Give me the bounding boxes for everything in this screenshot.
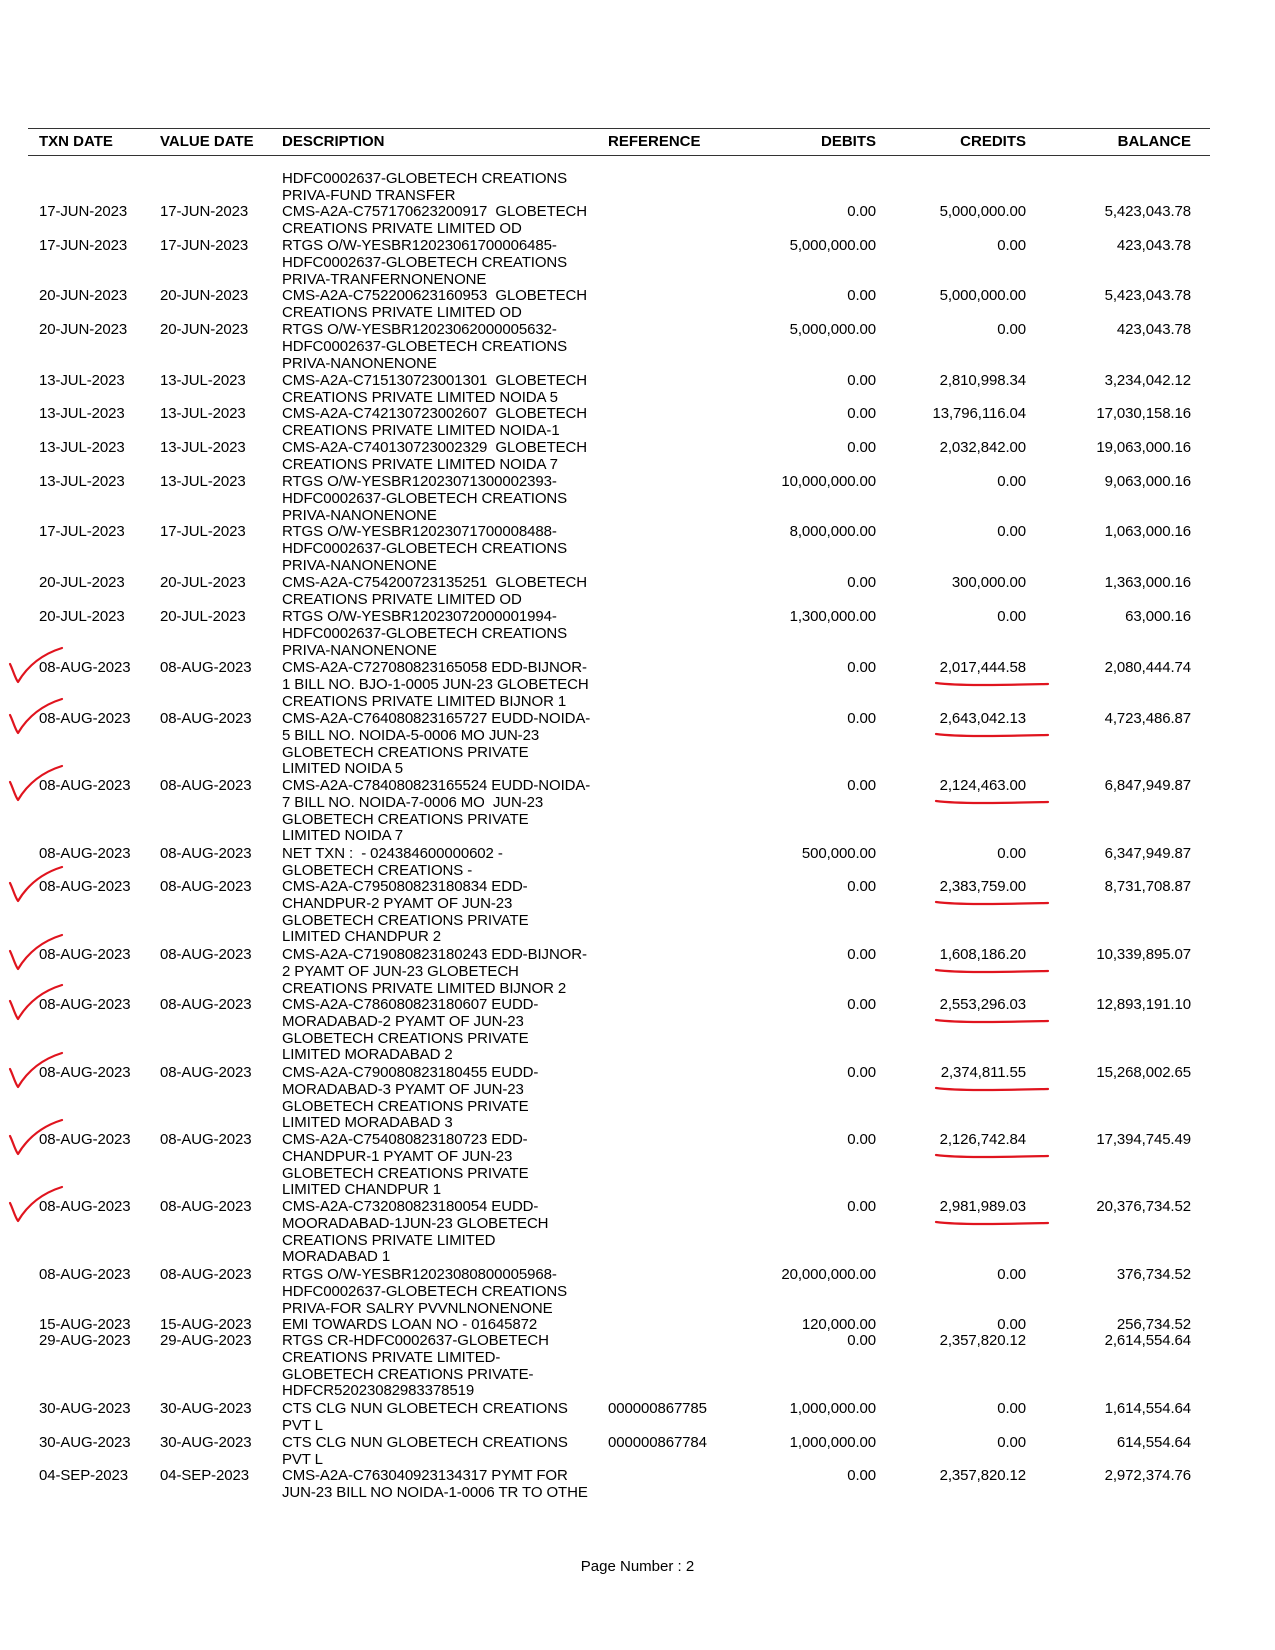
txn-date-cell: 29-AUG-2023 — [39, 1332, 131, 1349]
balance-cell: 1,614,554.64 — [1104, 1400, 1191, 1417]
debit-cell: 0.00 — [847, 946, 876, 963]
debit-cell: 0.00 — [847, 1332, 876, 1349]
debit-cell: 0.00 — [847, 777, 876, 794]
txn-date-cell: 08-AUG-2023 — [39, 659, 131, 676]
credit-cell: 2,126,742.84 — [939, 1131, 1026, 1148]
balance-cell: 376,734.52 — [1116, 1266, 1191, 1283]
description-cell: RTGS O/W-YESBR12023062000005632- HDFC0002637-GLOBETECH CREATIONS PRIVA-NANONENONE — [282, 321, 568, 372]
description-cell: CMS-A2A-C764080823165727 EUDD-NOIDA- 5 BILL NO. NOIDA-5-0006 MO JUN-23 GLOBETECH CREATIONS PRIVATE LIMITED NOIDA 5 — [282, 710, 591, 778]
value-date-cell: 30-AUG-2023 — [160, 1434, 252, 1451]
credit-cell: 0.00 — [997, 1400, 1026, 1417]
balance-cell: 17,394,745.49 — [1096, 1131, 1191, 1148]
description-cell: CMS-A2A-C784080823165524 EUDD-NOIDA- 7 BILL NO. NOIDA-7-0006 MO JUN-23 GLOBETECH CREATIONS PRIVATE LIMITED NOIDA 7 — [282, 777, 591, 845]
balance-cell: 3,234,042.12 — [1104, 372, 1191, 389]
value-date-cell: 17-JUL-2023 — [160, 523, 246, 540]
txn-date-cell: 08-AUG-2023 — [39, 1064, 131, 1081]
value-date-cell: 17-JUN-2023 — [160, 237, 249, 254]
balance-cell: 17,030,158.16 — [1096, 405, 1191, 422]
credit-cell: 13,796,116.04 — [932, 405, 1026, 422]
txn-date-cell: 13-JUL-2023 — [39, 372, 125, 389]
balance-cell: 63,000.16 — [1125, 608, 1191, 625]
txn-date-cell: 08-AUG-2023 — [39, 946, 131, 963]
description-cell: CMS-A2A-C757170623200917 GLOBETECH CREATIONS PRIVATE LIMITED OD — [282, 203, 587, 237]
header-bottom-rule — [28, 155, 1210, 156]
balance-cell: 5,423,043.78 — [1104, 287, 1191, 304]
col-header-txn-date: TXN DATE — [39, 133, 113, 150]
value-date-cell: 15-AUG-2023 — [160, 1316, 252, 1333]
debit-cell: 0.00 — [847, 1467, 876, 1484]
balance-cell: 1,063,000.16 — [1104, 523, 1191, 540]
credit-cell: 0.00 — [997, 473, 1026, 490]
credit-cell: 5,000,000.00 — [939, 203, 1026, 220]
description-cell: CMS-A2A-C715130723001301 GLOBETECH CREATIONS PRIVATE LIMITED NOIDA 5 — [282, 372, 587, 406]
debit-cell: 0.00 — [847, 574, 876, 591]
description-cell: RTGS O/W-YESBR12023072000001994- HDFC0002637-GLOBETECH CREATIONS PRIVA-NANONENONE — [282, 608, 568, 659]
credit-cell: 2,374,811.55 — [940, 1064, 1026, 1081]
txn-date-cell: 17-JUL-2023 — [39, 523, 125, 540]
balance-cell: 6,347,949.87 — [1104, 845, 1191, 862]
debit-cell: 500,000.00 — [801, 845, 876, 862]
balance-cell: 1,363,000.16 — [1104, 574, 1191, 591]
txn-date-cell: 08-AUG-2023 — [39, 710, 131, 727]
txn-date-cell: 08-AUG-2023 — [39, 777, 131, 794]
credit-underline-annotation — [936, 801, 1048, 803]
credit-cell: 2,357,820.12 — [939, 1332, 1026, 1349]
col-header-debits: DEBITS — [820, 133, 876, 150]
value-date-cell: 30-AUG-2023 — [160, 1400, 252, 1417]
balance-cell: 423,043.78 — [1116, 321, 1191, 338]
col-header-description: DESCRIPTION — [282, 133, 385, 150]
txn-date-cell: 13-JUL-2023 — [39, 405, 125, 422]
debit-cell: 1,300,000.00 — [789, 608, 876, 625]
credit-underline-annotation — [936, 1020, 1048, 1022]
txn-date-cell: 15-AUG-2023 — [39, 1316, 131, 1333]
balance-cell: 19,063,000.16 — [1096, 439, 1191, 456]
debit-cell: 5,000,000.00 — [789, 237, 876, 254]
debit-cell: 0.00 — [847, 439, 876, 456]
debit-cell: 1,000,000.00 — [789, 1434, 876, 1451]
value-date-cell: 17-JUN-2023 — [160, 203, 249, 220]
credit-cell: 2,553,296.03 — [939, 996, 1026, 1013]
debit-cell: 0.00 — [847, 372, 876, 389]
txn-date-cell: 20-JUN-2023 — [39, 287, 128, 304]
txn-date-cell: 08-AUG-2023 — [39, 845, 131, 862]
value-date-cell: 08-AUG-2023 — [160, 710, 252, 727]
description-cell: CMS-A2A-C795080823180834 EDD- CHANDPUR-2 PYAMT OF JUN-23 GLOBETECH CREATIONS PRIVATE LIMITED CHANDPUR 2 — [282, 878, 529, 946]
description-cell: CMS-A2A-C763040923134317 PYMT FOR JUN-23 BILL NO NOIDA-1-0006 TR TO OTHE — [282, 1467, 588, 1501]
page-number: Page Number : 2 — [580, 1558, 695, 1575]
reference-cell: 000000867784 — [608, 1434, 707, 1451]
credit-cell: 2,017,444.58 — [939, 659, 1026, 676]
value-date-cell: 08-AUG-2023 — [160, 1131, 252, 1148]
header-top-rule — [28, 128, 1210, 129]
col-header-value-date: VALUE DATE — [160, 133, 254, 150]
debit-cell: 0.00 — [847, 405, 876, 422]
carryover-description: HDFC0002637-GLOBETECH CREATIONS PRIVA-FUND TRANSFER — [282, 170, 568, 204]
credit-cell: 0.00 — [997, 1434, 1026, 1451]
credit-cell: 2,032,842.00 — [939, 439, 1026, 456]
debit-cell: 0.00 — [847, 1064, 876, 1081]
credit-cell: 2,383,759.00 — [939, 878, 1026, 895]
description-cell: CTS CLG NUN GLOBETECH CREATIONS PVT L — [282, 1400, 568, 1434]
value-date-cell: 20-JUL-2023 — [160, 608, 246, 625]
balance-cell: 2,614,554.64 — [1104, 1332, 1191, 1349]
txn-date-cell: 30-AUG-2023 — [39, 1434, 131, 1451]
value-date-cell: 08-AUG-2023 — [160, 659, 252, 676]
balance-cell: 256,734.52 — [1116, 1316, 1191, 1333]
description-cell: EMI TOWARDS LOAN NO - 01645872 — [282, 1316, 538, 1333]
credit-cell: 0.00 — [997, 608, 1026, 625]
txn-date-cell: 17-JUN-2023 — [39, 203, 128, 220]
credit-underline-annotation — [936, 1088, 1048, 1090]
balance-cell: 8,731,708.87 — [1104, 878, 1191, 895]
credit-underline-annotation — [936, 902, 1048, 904]
txn-date-cell: 13-JUL-2023 — [39, 439, 125, 456]
description-cell: RTGS O/W-YESBR12023061700006485- HDFC0002637-GLOBETECH CREATIONS PRIVA-TRANFERNONENONE — [282, 237, 568, 288]
txn-date-cell: 20-JUL-2023 — [39, 608, 125, 625]
txn-date-cell: 08-AUG-2023 — [39, 996, 131, 1013]
txn-date-cell: 08-AUG-2023 — [39, 1266, 131, 1283]
debit-cell: 0.00 — [847, 996, 876, 1013]
debit-cell: 120,000.00 — [801, 1316, 876, 1333]
value-date-cell: 08-AUG-2023 — [160, 996, 252, 1013]
value-date-cell: 08-AUG-2023 — [160, 1198, 252, 1215]
balance-cell: 15,268,002.65 — [1096, 1064, 1191, 1081]
value-date-cell: 13-JUL-2023 — [160, 405, 246, 422]
credit-cell: 2,981,989.03 — [939, 1198, 1026, 1215]
value-date-cell: 20-JUN-2023 — [160, 321, 249, 338]
credit-cell: 2,810,998.34 — [939, 372, 1026, 389]
col-header-balance: BALANCE — [1117, 133, 1191, 150]
txn-date-cell: 08-AUG-2023 — [39, 878, 131, 895]
value-date-cell: 08-AUG-2023 — [160, 1266, 252, 1283]
value-date-cell: 04-SEP-2023 — [160, 1467, 249, 1484]
value-date-cell: 13-JUL-2023 — [160, 473, 246, 490]
credit-cell: 300,000.00 — [951, 574, 1026, 591]
balance-cell: 2,972,374.76 — [1104, 1467, 1191, 1484]
debit-cell: 0.00 — [847, 710, 876, 727]
description-cell: CMS-A2A-C742130723002607 GLOBETECH CREATIONS PRIVATE LIMITED NOIDA-1 — [282, 405, 587, 439]
txn-date-cell: 13-JUL-2023 — [39, 473, 125, 490]
credit-underline-annotation — [936, 683, 1048, 685]
value-date-cell: 13-JUL-2023 — [160, 372, 246, 389]
credit-cell: 5,000,000.00 — [939, 287, 1026, 304]
description-cell: CMS-A2A-C740130723002329 GLOBETECH CREATIONS PRIVATE LIMITED NOIDA 7 — [282, 439, 587, 473]
credit-cell: 1,608,186.20 — [939, 946, 1026, 963]
credit-cell: 0.00 — [997, 845, 1026, 862]
debit-cell: 0.00 — [847, 878, 876, 895]
balance-cell: 2,080,444.74 — [1104, 659, 1191, 676]
description-cell: CMS-A2A-C754200723135251 GLOBETECH CREATIONS PRIVATE LIMITED OD — [282, 574, 587, 608]
value-date-cell: 13-JUL-2023 — [160, 439, 246, 456]
description-cell: CMS-A2A-C719080823180243 EDD-BIJNOR- 2 PYAMT OF JUN-23 GLOBETECH CREATIONS PRIVATE LIMITED BIJNOR 2 — [282, 946, 587, 997]
debit-cell: 5,000,000.00 — [789, 321, 876, 338]
value-date-cell: 29-AUG-2023 — [160, 1332, 252, 1349]
credit-cell: 0.00 — [997, 321, 1026, 338]
debit-cell: 0.00 — [847, 203, 876, 220]
credit-cell: 0.00 — [997, 1266, 1026, 1283]
debit-cell: 8,000,000.00 — [789, 523, 876, 540]
balance-cell: 20,376,734.52 — [1096, 1198, 1191, 1215]
description-cell: CMS-A2A-C790080823180455 EUDD- MORADABAD-3 PYAMT OF JUN-23 GLOBETECH CREATIONS PRIVATE LIMITED MORADABAD 3 — [282, 1064, 539, 1132]
description-cell: RTGS CR-HDFC0002637-GLOBETECH CREATIONS PRIVATE LIMITED- GLOBETECH CREATIONS PRIVATE- HDFCR52023082983378519 — [282, 1332, 549, 1400]
debit-cell: 1,000,000.00 — [789, 1400, 876, 1417]
balance-cell: 10,339,895.07 — [1096, 946, 1191, 963]
description-cell: CMS-A2A-C727080823165058 EDD-BIJNOR- 1 BILL NO. BJO-1-0005 JUN-23 GLOBETECH CREATIONS PRIVATE LIMITED BIJNOR 1 — [282, 659, 589, 710]
credit-cell: 2,357,820.12 — [939, 1467, 1026, 1484]
txn-date-cell: 20-JUL-2023 — [39, 574, 125, 591]
balance-cell: 614,554.64 — [1116, 1434, 1191, 1451]
description-cell: CMS-A2A-C732080823180054 EUDD- MOORADABAD-1JUN-23 GLOBETECH CREATIONS PRIVATE LIMITED MORADABAD 1 — [282, 1198, 549, 1266]
balance-cell: 9,063,000.16 — [1104, 473, 1191, 490]
txn-date-cell: 30-AUG-2023 — [39, 1400, 131, 1417]
txn-date-cell: 17-JUN-2023 — [39, 237, 128, 254]
description-cell: CMS-A2A-C754080823180723 EDD- CHANDPUR-1 PYAMT OF JUN-23 GLOBETECH CREATIONS PRIVATE LIMITED CHANDPUR 1 — [282, 1131, 529, 1199]
balance-cell: 12,893,191.10 — [1096, 996, 1191, 1013]
txn-date-cell: 04-SEP-2023 — [39, 1467, 128, 1484]
debit-cell: 10,000,000.00 — [781, 473, 876, 490]
debit-cell: 0.00 — [847, 659, 876, 676]
value-date-cell: 20-JUL-2023 — [160, 574, 246, 591]
credit-underline-annotation — [936, 1155, 1048, 1157]
balance-cell: 5,423,043.78 — [1104, 203, 1191, 220]
credit-cell: 0.00 — [997, 237, 1026, 254]
credit-cell: 0.00 — [997, 523, 1026, 540]
balance-cell: 4,723,486.87 — [1104, 710, 1191, 727]
value-date-cell: 20-JUN-2023 — [160, 287, 249, 304]
description-cell: NET TXN : - 024384600000602 - GLOBETECH CREATIONS - — [282, 845, 503, 879]
description-cell: RTGS O/W-YESBR12023080800005968- HDFC0002637-GLOBETECH CREATIONS PRIVA-FOR SALRY PVVNLNONENONE — [282, 1266, 568, 1317]
txn-date-cell: 08-AUG-2023 — [39, 1131, 131, 1148]
value-date-cell: 08-AUG-2023 — [160, 878, 252, 895]
description-cell: CMS-A2A-C752200623160953 GLOBETECH CREATIONS PRIVATE LIMITED OD — [282, 287, 587, 321]
balance-cell: 6,847,949.87 — [1104, 777, 1191, 794]
description-cell: RTGS O/W-YESBR12023071300002393- HDFC0002637-GLOBETECH CREATIONS PRIVA-NANONENONE — [282, 473, 568, 524]
value-date-cell: 08-AUG-2023 — [160, 845, 252, 862]
value-date-cell: 08-AUG-2023 — [160, 946, 252, 963]
debit-cell: 20,000,000.00 — [781, 1266, 876, 1283]
balance-cell: 423,043.78 — [1116, 237, 1191, 254]
credit-cell: 0.00 — [997, 1316, 1026, 1333]
credit-cell: 2,643,042.13 — [939, 710, 1026, 727]
description-cell: CMS-A2A-C786080823180607 EUDD- MORADABAD-2 PYAMT OF JUN-23 GLOBETECH CREATIONS PRIVATE LIMITED MORADABAD 2 — [282, 996, 539, 1064]
value-date-cell: 08-AUG-2023 — [160, 777, 252, 794]
value-date-cell: 08-AUG-2023 — [160, 1064, 252, 1081]
txn-date-cell: 08-AUG-2023 — [39, 1198, 131, 1215]
col-header-reference: REFERENCE — [608, 133, 701, 150]
credit-underline-annotation — [936, 970, 1048, 972]
col-header-credits: CREDITS — [960, 133, 1026, 150]
reference-cell: 000000867785 — [608, 1400, 707, 1417]
description-cell: RTGS O/W-YESBR12023071700008488- HDFC0002637-GLOBETECH CREATIONS PRIVA-NANONENONE — [282, 523, 568, 574]
txn-date-cell: 20-JUN-2023 — [39, 321, 128, 338]
debit-cell: 0.00 — [847, 287, 876, 304]
debit-cell: 0.00 — [847, 1198, 876, 1215]
credit-cell: 2,124,463.00 — [939, 777, 1026, 794]
credit-underline-annotation — [936, 1222, 1048, 1224]
debit-cell: 0.00 — [847, 1131, 876, 1148]
credit-underline-annotation — [936, 734, 1048, 736]
description-cell: CTS CLG NUN GLOBETECH CREATIONS PVT L — [282, 1434, 568, 1468]
